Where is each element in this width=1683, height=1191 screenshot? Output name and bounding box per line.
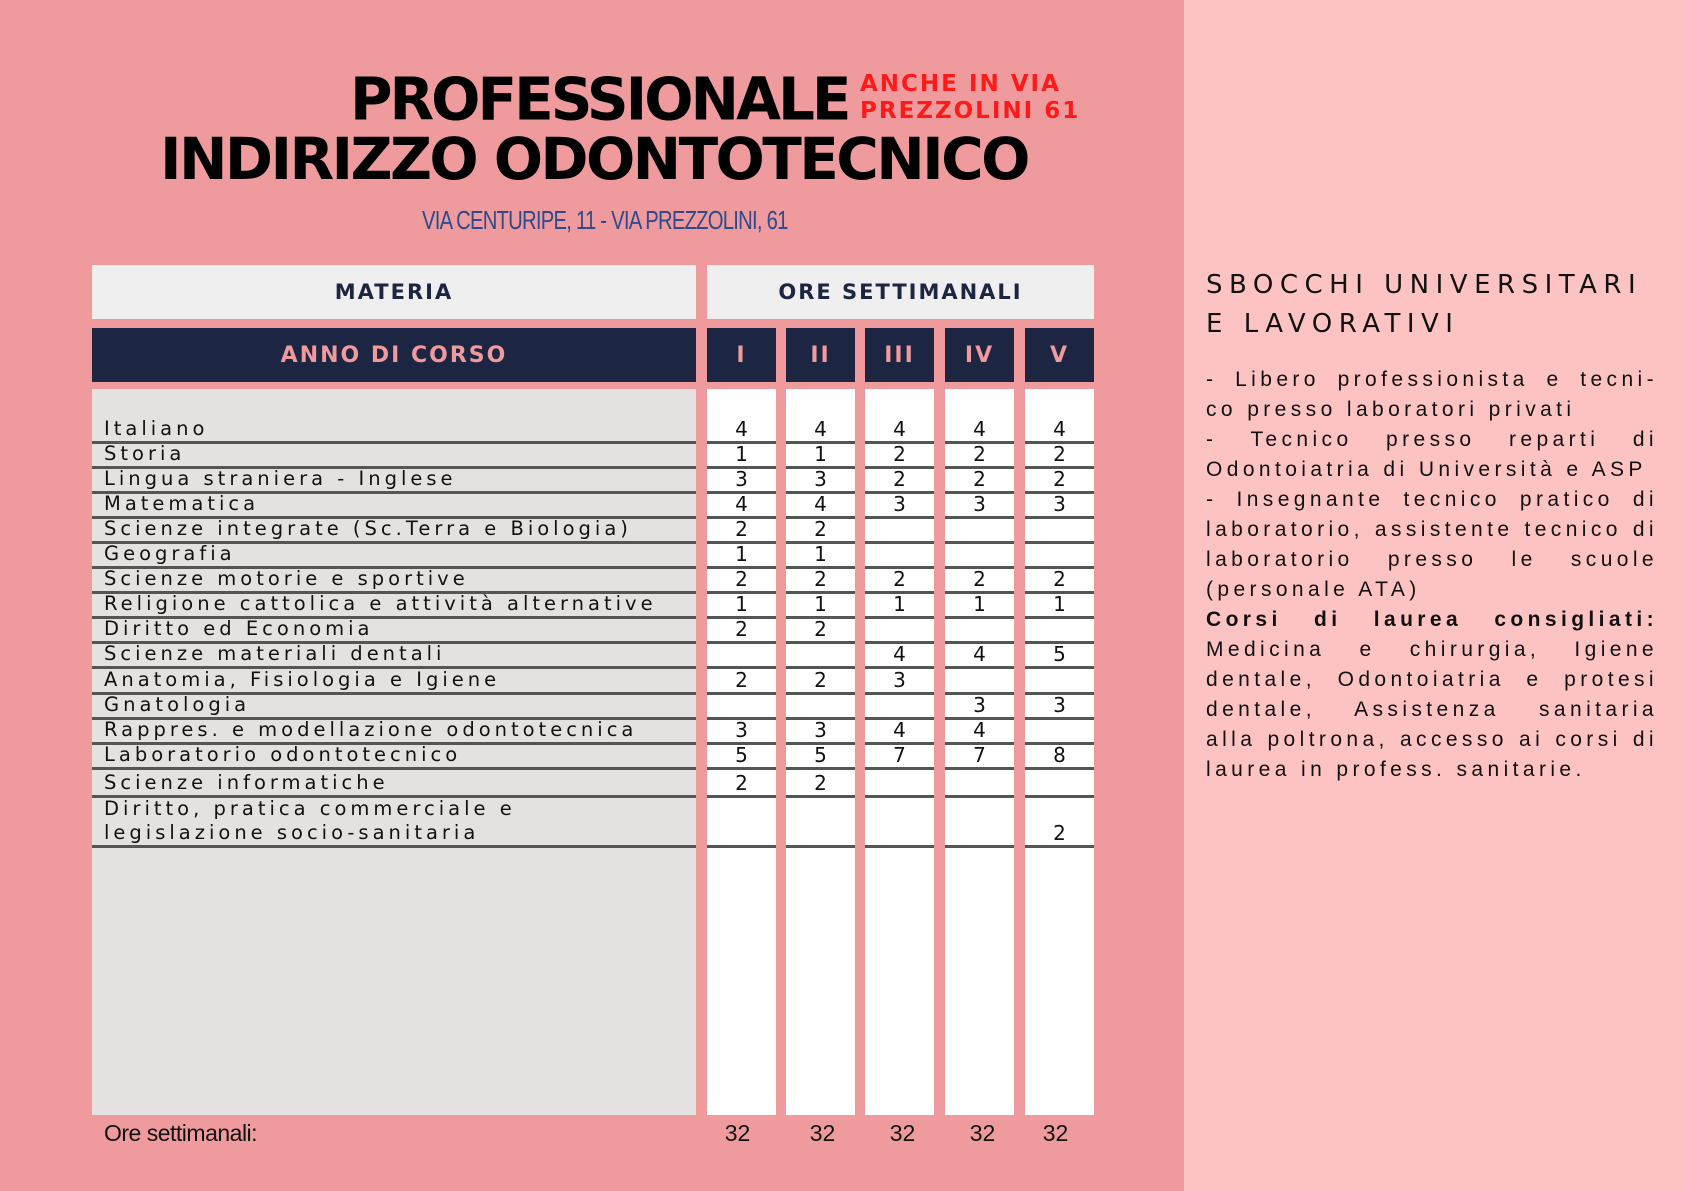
row-divider xyxy=(945,616,1014,619)
subject-name-line2: legislazione socio-sanitaria xyxy=(104,821,480,844)
header-year-4: IV xyxy=(945,328,1014,382)
hours-cell: 4 xyxy=(893,642,906,666)
page-title-line1: PROFESSIONALE xyxy=(350,64,849,134)
hours-cell: 2 xyxy=(735,517,748,541)
hours-cell: 2 xyxy=(1053,467,1066,491)
hours-cell: 2 xyxy=(973,567,986,591)
row-divider xyxy=(865,541,934,544)
header-anno-di-corso: ANNO DI CORSO xyxy=(92,328,696,382)
row-divider xyxy=(1025,717,1094,720)
hours-cell: 4 xyxy=(973,417,986,441)
subject-name: Gnatologia xyxy=(104,693,251,716)
hours-cell: 1 xyxy=(814,442,827,466)
subject-name: Scienze materiali dentali xyxy=(104,642,446,665)
row-divider xyxy=(865,795,934,798)
row-divider xyxy=(865,516,934,519)
hours-cell: 2 xyxy=(814,517,827,541)
hours-cell: 2 xyxy=(735,567,748,591)
hours-cell: 2 xyxy=(1053,821,1066,845)
career-item-2: - Tecnico presso reparti di Odontoiatria di Università e ASP xyxy=(1206,428,1658,481)
hours-cell: 3 xyxy=(973,492,986,516)
hours-cell: 2 xyxy=(814,668,827,692)
sidebar-body xyxy=(1206,365,1658,785)
hours-cell: 3 xyxy=(893,492,906,516)
hours-cell: 4 xyxy=(814,492,827,516)
hours-cell: 1 xyxy=(814,542,827,566)
hours-cell: 4 xyxy=(973,718,986,742)
row-divider xyxy=(865,616,934,619)
hours-cell: 1 xyxy=(814,592,827,616)
row-divider xyxy=(707,795,776,798)
row-divider xyxy=(865,767,934,770)
hours-cell: 1 xyxy=(893,592,906,616)
hours-cell: 3 xyxy=(893,668,906,692)
row-divider xyxy=(945,795,1014,798)
badge-line2: PREZZOLINI 61 xyxy=(860,98,1081,124)
header-materia: MATERIA xyxy=(92,265,696,319)
hours-cell: 7 xyxy=(893,743,906,767)
subject-name-line1: Diritto, pratica commerciale e xyxy=(104,797,516,820)
hours-cell: 2 xyxy=(893,567,906,591)
row-divider xyxy=(707,692,776,695)
hours-cell: 1 xyxy=(735,592,748,616)
hours-cell: 1 xyxy=(735,542,748,566)
badge-line1: ANCHE IN VIA xyxy=(860,71,1061,97)
row-divider xyxy=(1025,767,1094,770)
hours-cell: 3 xyxy=(1053,492,1066,516)
row-divider xyxy=(786,692,855,695)
hours-cell: 3 xyxy=(973,693,986,717)
subject-name: Laboratorio odontotecnico xyxy=(104,743,462,766)
row-divider xyxy=(865,845,934,848)
hours-cell: 8 xyxy=(1053,743,1066,767)
hours-cell: 2 xyxy=(1053,442,1066,466)
hours-cell: 4 xyxy=(893,718,906,742)
row-divider xyxy=(1025,616,1094,619)
subject-name: Rappres. e modellazione odontotecnica xyxy=(104,718,638,741)
row-divider xyxy=(786,845,855,848)
hours-cell: 1 xyxy=(1053,592,1066,616)
row-divider xyxy=(1025,516,1094,519)
hours-cell: 5 xyxy=(735,743,748,767)
hours-cell: 2 xyxy=(893,467,906,491)
header-year-2: II xyxy=(786,328,855,382)
career-item-1: - Libero professionista e tecni-co presso laboratori privati xyxy=(1206,368,1658,421)
hours-cell: 4 xyxy=(973,642,986,666)
address: VIA CENTURIPE, 11 - VIA PREZZOLINI, 61 xyxy=(422,205,788,235)
hours-cell: 3 xyxy=(1053,693,1066,717)
hours-cell: 2 xyxy=(973,467,986,491)
row-divider xyxy=(1025,795,1094,798)
header-year-1: I xyxy=(707,328,776,382)
row-divider xyxy=(1025,541,1094,544)
subject-name: Geografia xyxy=(104,542,236,565)
row-divider xyxy=(707,641,776,644)
hours-cell: 3 xyxy=(735,718,748,742)
hours-cell: 2 xyxy=(814,567,827,591)
total-year-2: 32 xyxy=(809,1120,836,1146)
location-badge xyxy=(860,71,1080,125)
hours-cell: 2 xyxy=(1053,567,1066,591)
hours-cell: 3 xyxy=(735,467,748,491)
courses-label: Corsi di laurea consigliati: xyxy=(1206,608,1658,631)
hours-cell: 2 xyxy=(973,442,986,466)
subject-name: Lingua straniera - Inglese xyxy=(104,467,457,490)
hours-cell: 2 xyxy=(735,771,748,795)
subject-name: Storia xyxy=(104,442,186,465)
sidebar-title xyxy=(1206,266,1642,344)
subject-name: Religione cattolica e attività alternative xyxy=(104,592,657,615)
hours-cell: 3 xyxy=(814,718,827,742)
row-divider xyxy=(786,795,855,798)
courses-text: Medicina e chirurgia, Igiene dentale, Odontoiatria e protesi dentale, Assistenza sanitaria alla poltrona, accesso ai corsi di laurea in profess. sanitarie. xyxy=(1206,638,1658,781)
header-year-5: V xyxy=(1025,328,1094,382)
career-item-3: - Insegnante tecnico pratico di laboratorio, assistente tecnico di laboratorio presso le scuole (personale ATA) xyxy=(1206,488,1658,601)
hours-cell: 3 xyxy=(814,467,827,491)
subject-name: Italiano xyxy=(104,417,209,440)
hours-cell: 4 xyxy=(735,492,748,516)
hours-cell: 4 xyxy=(814,417,827,441)
total-year-5: 32 xyxy=(1042,1120,1069,1146)
row-divider xyxy=(945,666,1014,669)
subject-name: Matematica xyxy=(104,492,260,515)
subject-name: Diritto ed Economia xyxy=(104,617,374,640)
total-year-4: 32 xyxy=(969,1120,996,1146)
subject-name: Scienze motorie e sportive xyxy=(104,567,469,590)
row-divider xyxy=(707,845,776,848)
sidebar-title-line2: E LAVORATIVI xyxy=(1206,309,1460,339)
hours-cell: 5 xyxy=(814,743,827,767)
hours-cell: 1 xyxy=(735,442,748,466)
hours-cell: 4 xyxy=(1053,417,1066,441)
hours-cell: 2 xyxy=(735,617,748,641)
subject-name: Scienze informatiche xyxy=(104,771,389,794)
hours-cell: 7 xyxy=(973,743,986,767)
hours-cell: 4 xyxy=(893,417,906,441)
hours-cell: 2 xyxy=(814,771,827,795)
row-divider xyxy=(1025,845,1094,848)
subject-name: Scienze integrate (Sc.Terra e Biologia) xyxy=(104,517,632,540)
row-divider xyxy=(945,541,1014,544)
sidebar-title-line1: SBOCCHI UNIVERSITARI xyxy=(1206,270,1643,300)
header-ore-settimanali: ORE SETTIMANALI xyxy=(707,265,1094,319)
courses-paragraph xyxy=(1206,605,1658,785)
hours-cell: 5 xyxy=(1053,642,1066,666)
row-divider xyxy=(865,692,934,695)
row-divider xyxy=(1025,666,1094,669)
hours-cell: 2 xyxy=(814,617,827,641)
row-divider xyxy=(945,767,1014,770)
header-year-3: III xyxy=(865,328,934,382)
row-divider xyxy=(707,767,776,770)
row-divider xyxy=(92,845,696,848)
hours-cell: 2 xyxy=(735,668,748,692)
total-year-3: 32 xyxy=(889,1120,916,1146)
row-divider xyxy=(786,767,855,770)
hours-cell: 2 xyxy=(893,442,906,466)
total-year-1: 32 xyxy=(724,1120,751,1146)
subject-name: Anatomia, Fisiologia e Igiene xyxy=(104,668,501,691)
row-divider xyxy=(945,516,1014,519)
page-title-line2: INDIRIZZO ODONTOTECNICO xyxy=(160,125,1028,193)
row-divider xyxy=(945,845,1014,848)
row-divider xyxy=(786,641,855,644)
hours-cell: 1 xyxy=(973,592,986,616)
hours-cell: 4 xyxy=(735,417,748,441)
totals-label: Ore settimanali: xyxy=(104,1120,258,1146)
row-divider xyxy=(92,767,696,770)
